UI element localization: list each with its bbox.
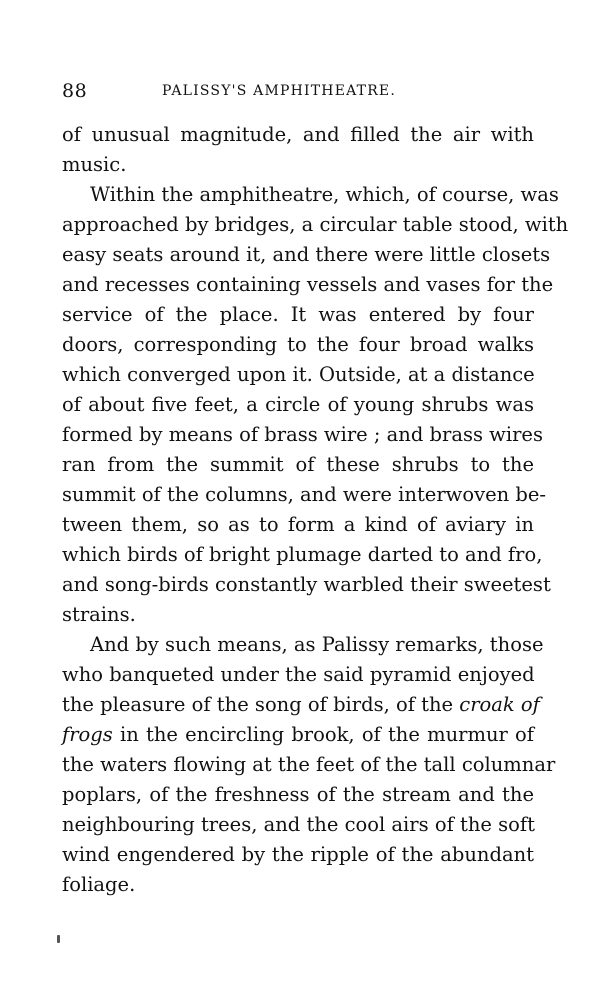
text-span: in the encircling brook, of the murmur of bbox=[119, 723, 534, 746]
text-line-with-italic bbox=[62, 690, 540, 720]
text-line: tween them, so as to form a kind of aviary in bbox=[62, 513, 534, 536]
italic-span: frogs bbox=[62, 723, 113, 746]
text-line: foliage. bbox=[62, 873, 136, 896]
text-line: approached by bridges, a circular table stood, with bbox=[62, 213, 569, 236]
text-line-with-italic bbox=[62, 720, 534, 750]
text-line: and song-birds constantly warbled their sweetest bbox=[62, 573, 551, 596]
print-speck bbox=[57, 935, 60, 943]
text-line: easy seats around it, and there were little closets bbox=[62, 243, 551, 266]
text-line: summit of the columns, and were interwoven be- bbox=[62, 483, 547, 506]
text-line: service of the place. It was entered by four bbox=[62, 303, 534, 326]
text-span: the pleasure of the song of birds, of the bbox=[62, 693, 460, 716]
text-line: and recesses containing vessels and vases for the bbox=[62, 273, 554, 296]
text-line: the waters flowing at the feet of the tall columnar bbox=[62, 753, 556, 776]
italic-span: croak of bbox=[459, 693, 540, 716]
text-line: strains. bbox=[62, 603, 136, 626]
text-line: Within the amphitheatre, which, of course, was bbox=[90, 183, 559, 206]
text-line: And by such means, as Palissy remarks, those bbox=[90, 633, 544, 656]
text-line: neighbouring trees, and the cool airs of the soft bbox=[62, 813, 535, 836]
text-line: of about five feet, a circle of young shrubs was bbox=[62, 393, 534, 416]
running-head: PALISSY'S AMPHITHEATRE. bbox=[162, 83, 397, 99]
text-line: who banqueted under the said pyramid enjoyed bbox=[62, 663, 535, 686]
page-number: 88 bbox=[62, 80, 88, 102]
text-line: wind engendered by the ripple of the abundant bbox=[62, 843, 534, 866]
text-line: music. bbox=[62, 153, 127, 176]
text-line: formed by means of brass wire ; and brass wires bbox=[62, 423, 543, 446]
page-header bbox=[62, 80, 532, 102]
text-line: of unusual magnitude, and filled the air with bbox=[62, 123, 534, 146]
text-line: doors, corresponding to the four broad walks bbox=[62, 333, 534, 356]
text-line: poplars, of the freshness of the stream and the bbox=[62, 783, 534, 806]
text-line: ran from the summit of these shrubs to the bbox=[62, 453, 534, 476]
text-line: which converged upon it. Outside, at a distance bbox=[62, 363, 535, 386]
body-text bbox=[62, 120, 569, 900]
text-line: which birds of bright plumage darted to and fro, bbox=[62, 543, 543, 566]
